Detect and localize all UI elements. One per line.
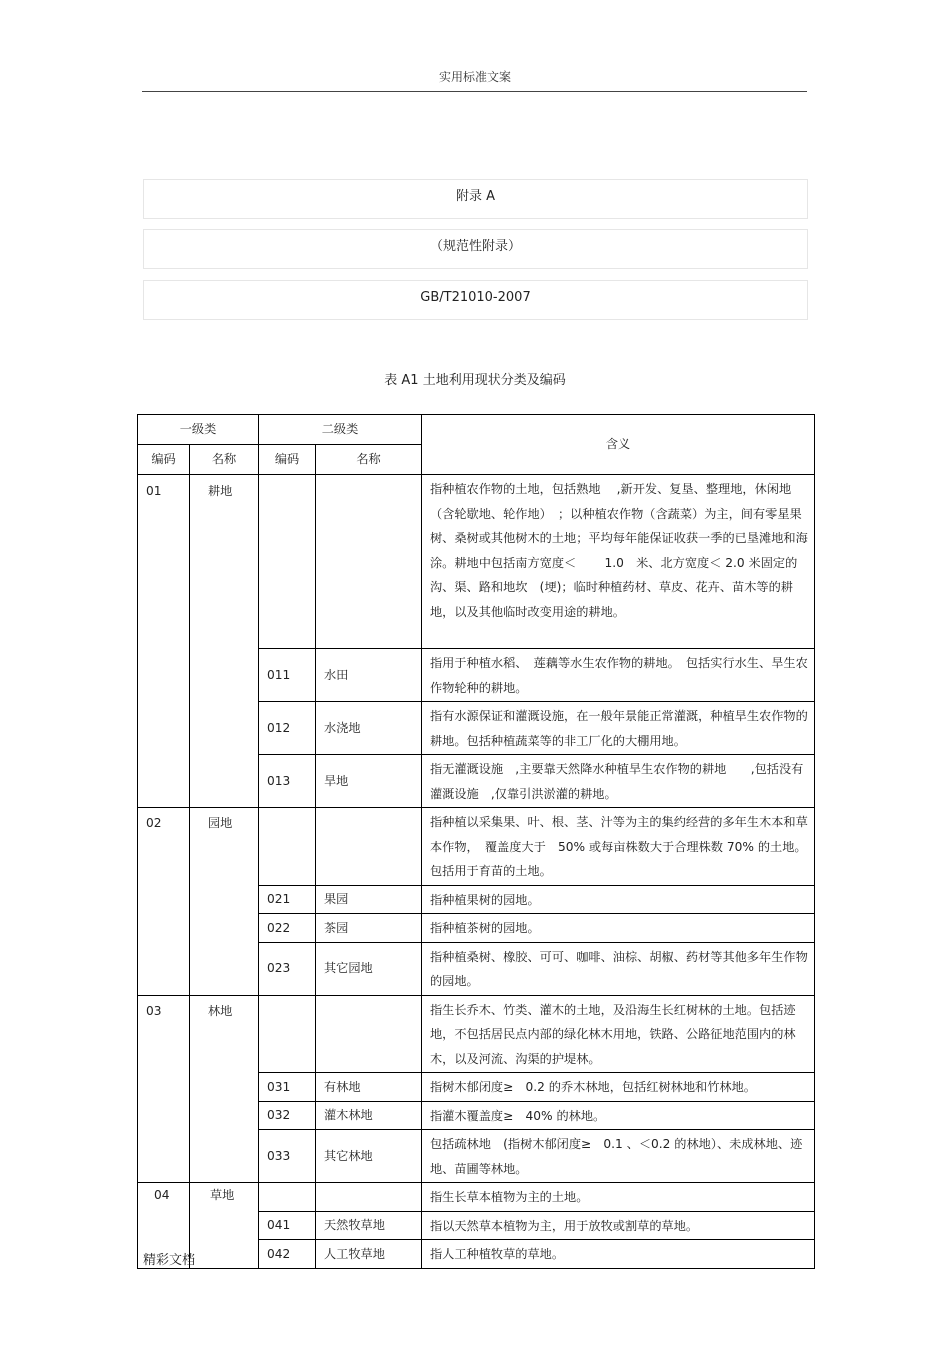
level1-name: 园地	[190, 808, 259, 996]
level2-name: 果园	[316, 885, 422, 914]
header-level1: 一级类	[138, 415, 259, 445]
level2-code: 013	[259, 755, 316, 808]
level2-name: 其它林地	[316, 1130, 422, 1183]
header-code: 编码	[259, 445, 316, 475]
header-name: 名称	[316, 445, 422, 475]
table-row	[138, 1183, 815, 1212]
level2-name: 有林地	[316, 1073, 422, 1102]
level2-code	[259, 995, 316, 1073]
table-row	[138, 475, 815, 649]
level2-name: 人工牧草地	[316, 1240, 422, 1269]
level2-code: 023	[259, 942, 316, 995]
level1-code: 02	[138, 808, 190, 996]
table-row	[138, 995, 815, 1073]
header-code: 编码	[138, 445, 190, 475]
appendix-subtitle: （规范性附录）	[143, 229, 808, 269]
level1-name: 耕地	[190, 475, 259, 808]
meaning-cell: 指生长草本植物为主的土地。	[422, 1183, 815, 1212]
level1-name: 林地	[190, 995, 259, 1183]
meaning-cell: 指树木郁闭度≥ 0.2 的乔木林地，包括红树林地和竹林地。	[422, 1073, 815, 1102]
level2-name: 旱地	[316, 755, 422, 808]
meaning-cell: 指无灌溉设施 ,主要靠天然降水种植旱生农作物的耕地 ,包括没有灌溉设施 ,仅靠引洪淤灌的耕地。	[422, 755, 815, 808]
level2-name: 茶园	[316, 914, 422, 943]
level2-code: 022	[259, 914, 316, 943]
meaning-cell: 指种植农作物的土地，包括熟地 ,新开发、复垦、整理地，休闲地（含轮歇地、轮作地） ；以种植农作物（含蔬菜）为主，间有零星果树、桑树或其他树木的土地；平均每年能保证收获一季的已垦滩地和海涂。耕地中包括南方宽度＜ 1.0 米、北方宽度＜ 2.0 米固定的沟、渠、路和地坎 (埂)；临时种植药材、草皮、花卉、苗木等的耕地，以及其他临时改变用途的耕地。	[422, 475, 815, 649]
level2-code: 042	[259, 1240, 316, 1269]
level1-name: 草地	[190, 1183, 259, 1269]
meaning-cell: 指以天然草本植物为主，用于放牧或割草的草地。	[422, 1211, 815, 1240]
level2-code: 012	[259, 702, 316, 755]
level2-name	[316, 1183, 422, 1212]
level1-code: 01	[138, 475, 190, 808]
header-level2: 二级类	[259, 415, 422, 445]
level2-name	[316, 808, 422, 886]
meaning-cell: 指种植茶树的园地。	[422, 914, 815, 943]
level2-name	[316, 475, 422, 649]
table-row	[138, 808, 815, 886]
header-name: 名称	[190, 445, 259, 475]
level2-name: 灌木林地	[316, 1101, 422, 1130]
standard-code: GB/T21010-2007	[143, 280, 808, 320]
level2-name: 其它园地	[316, 942, 422, 995]
level2-code: 033	[259, 1130, 316, 1183]
land-classification-table	[137, 414, 815, 1269]
level2-code: 032	[259, 1101, 316, 1130]
level2-name	[316, 995, 422, 1073]
appendix-title: 附录 A	[143, 179, 808, 219]
meaning-cell: 指种植以采集果、叶、根、茎、汁等为主的集约经营的多年生木本和草本作物， 覆盖度大于 50% 或每亩株数大于合理株数 70% 的土地。包括用于育苗的土地。	[422, 808, 815, 886]
page-footer: 精彩文档	[143, 1253, 196, 1268]
meaning-cell: 指人工种植牧草的草地。	[422, 1240, 815, 1269]
level2-code: 031	[259, 1073, 316, 1102]
meaning-cell: 指灌木覆盖度≥ 40% 的林地。	[422, 1101, 815, 1130]
table-caption: 表 A1 土地利用现状分类及编码	[384, 373, 566, 388]
level2-code	[259, 475, 316, 649]
meaning-cell: 指有水源保证和灌溉设施，在一般年景能正常灌溉，种植旱生农作物的耕地。包括种植蔬菜等的非工厂化的大棚用地。	[422, 702, 815, 755]
level1-code: 03	[138, 995, 190, 1183]
level2-code	[259, 808, 316, 886]
header-meaning: 含义	[422, 415, 815, 475]
level2-name: 水田	[316, 649, 422, 702]
level2-code: 021	[259, 885, 316, 914]
header-rule	[142, 91, 807, 92]
meaning-cell: 包括疏林地 (指树木郁闭度≥ 0.1 、＜0.2 的林地）、未成林地、迹地、苗圃等林地。	[422, 1130, 815, 1183]
level2-name: 天然牧草地	[316, 1211, 422, 1240]
level2-code: 011	[259, 649, 316, 702]
meaning-cell: 指用于种植水稻、 莲藕等水生农作物的耕地。 包括实行水生、旱生农作物轮种的耕地。	[422, 649, 815, 702]
level2-code: 041	[259, 1211, 316, 1240]
page-header-title: 实用标准文案	[438, 70, 511, 84]
level1-code: 04	[138, 1183, 190, 1269]
meaning-cell: 指种植果树的园地。	[422, 885, 815, 914]
meaning-cell: 指种植桑树、橡胶、可可、咖啡、油棕、胡椒、药材等其他多年生作物的园地。	[422, 942, 815, 995]
meaning-cell: 指生长乔木、竹类、灌木的土地，及沿海生长红树林的土地。包括迹地，不包括居民点内部的绿化林木用地，铁路、公路征地范围内的林木，以及河流、沟渠的护堤林。	[422, 995, 815, 1073]
level2-name: 水浇地	[316, 702, 422, 755]
level2-code	[259, 1183, 316, 1212]
